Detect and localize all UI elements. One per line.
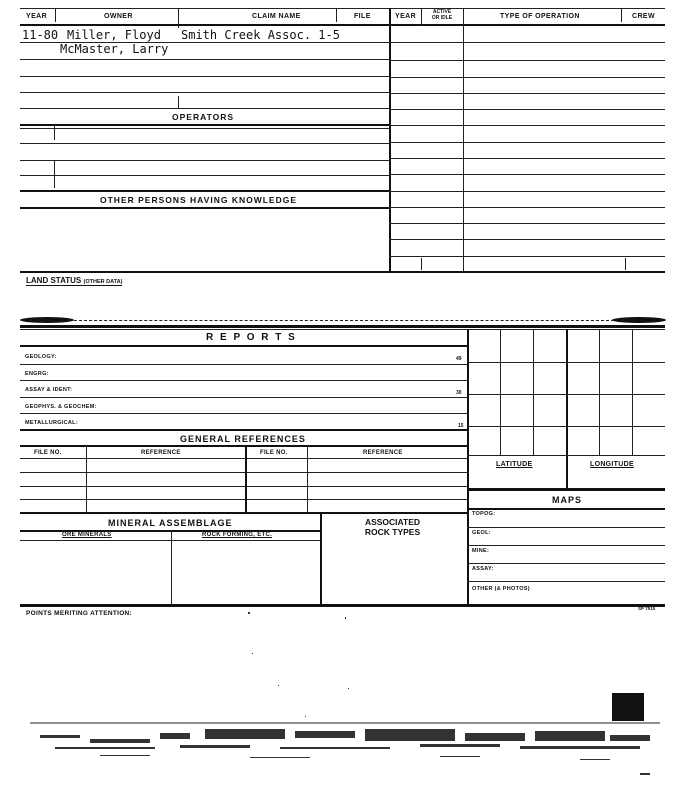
reports-top-rule [20,325,665,328]
report-geology: GEOLOGY: [25,354,57,360]
lower-block-bottom [20,604,665,607]
mineral-rule-2 [20,540,320,541]
reports-heading-rule [20,345,467,347]
right-row-tick [421,258,422,270]
right-row-line [389,256,665,257]
grid-line [467,426,665,427]
operators-heading: OPERATORS [172,112,235,122]
ref-col-reference-2: REFERENCE [363,450,403,456]
report-metallurgical: METALLURGICAL: [25,420,78,426]
entry-owner-1: Miller, Floyd [67,28,161,42]
row-line [20,160,389,161]
report-assay: ASSAY & IDENT: [25,387,73,393]
longitude-label: LONGITUDE [590,461,634,468]
row-line [20,175,389,176]
row-line [20,143,389,144]
report-line [20,413,467,414]
ref-row-line [20,499,467,500]
general-references-heading: GENERAL REFERENCES [180,434,306,444]
grid-line [467,362,665,363]
ore-minerals-label: ORE MINERALS [62,532,112,538]
ref-col-reference-1: REFERENCE [141,450,181,456]
grid-line [500,329,501,455]
mineral-divider [171,530,172,605]
ref-row-line [20,486,467,487]
divider-active [421,8,422,26]
right-row-line [389,77,665,78]
report-line [20,397,467,398]
row-tick [178,96,179,108]
gen-ref-rule [20,445,467,447]
grid-line [599,329,600,455]
right-row-line [389,142,665,143]
hdr-tick [336,8,337,22]
row-line [20,190,389,192]
speck [252,653,253,654]
col-header-year-2: YEAR [395,13,417,20]
rock-forming-label: ROCK FORMING, ETC. [202,532,273,538]
speck [348,688,349,689]
ref-col-file-no-2: FILE NO. [260,450,288,456]
row-line [20,92,389,93]
associated-label: ASSOCIATED [364,517,421,527]
right-row-line [389,109,665,110]
noise-specks [40,729,650,775]
reports-top-rule-2 [20,329,665,330]
ref-col-divider [245,445,247,513]
other-persons-heading: OTHER PERSONS HAVING KNOWLEDGE [100,195,298,205]
maps-line [467,581,665,582]
assoc-divider [320,512,322,605]
right-row-line [389,42,665,43]
speck [278,685,279,686]
ref-row-line [20,472,467,473]
report-geophys: GEOPHYS. & GEOCHEM: [25,404,97,410]
associated-rock-types-heading [330,517,455,537]
col-header-claim-name: CLAIM NAME [252,13,301,20]
right-row-line [389,93,665,94]
reports-right-divider [467,329,469,606]
row-tick [54,126,55,140]
header-rule [20,24,665,26]
col-header-type-of-operation: TYPE OF OPERATION [500,13,580,20]
row-tick [54,160,55,188]
scan-noise [20,715,670,785]
or-idle-label: OR IDLE [431,15,453,21]
divider-type [463,8,464,271]
maps-line [467,545,665,546]
land-status-heading [26,276,122,286]
right-row-line [389,207,665,208]
land-status-sub: (OTHER DATA) [83,279,123,285]
col-header-year: YEAR [26,13,48,20]
right-row-line [389,223,665,224]
report-num-2: 30 [456,390,462,396]
hdr-tick [621,8,622,22]
mineral-assemblage-heading: MINERAL ASSEMBLAGE [108,518,233,528]
right-row-line [389,174,665,175]
entry-owner-2: McMaster, Larry [60,42,169,56]
operators-rule [20,124,389,126]
right-row-line [389,239,665,240]
hdr-tick [55,8,56,22]
row-line [20,108,389,109]
row-line [20,76,389,77]
maps-other: OTHER (& PHOTOS) [472,586,530,592]
right-row-line [389,158,665,159]
right-row-tick [625,258,626,270]
active-label: ACTIVE [432,9,452,15]
right-row-line [389,191,665,192]
maps-heading: MAPS [552,495,583,505]
report-num-3: 15 [458,423,464,429]
report-num-1: 49 [456,356,462,362]
maps-topog: TOPOG: [472,511,496,517]
divider-right-table [389,8,391,271]
latitude-label: LATITUDE [496,461,533,468]
maps-line [467,527,665,528]
maps-geol: GEOL: [472,530,491,536]
ref-col-divider [86,445,87,513]
report-engrg: ENGRG: [25,371,49,377]
maps-assay: ASSAY: [472,566,494,572]
row-line [20,128,389,129]
land-status-label: LAND STATUS [26,276,82,285]
col-header-active-idle [422,9,462,21]
reports-heading: R E P O R T S [206,332,297,343]
upper-table-bottom [20,271,665,273]
grid-line [566,329,568,489]
right-row-line [389,60,665,61]
entry-year: 11-80 [22,28,59,42]
ref-col-file-no-1: FILE NO. [34,450,62,456]
row-line [20,59,389,60]
grid-line [467,394,665,395]
col-header-file: FILE [354,13,371,20]
maps-top-rule [467,488,665,491]
points-meriting-attention: POINTS MERITING ATTENTION: [26,610,133,617]
report-line [20,364,467,365]
maps-line [467,563,665,564]
grid-line [533,329,534,455]
ref-bottom-rule [20,512,467,514]
col-header-crew: CREW [632,13,655,20]
ref-col-divider [307,445,308,513]
ref-row-line [20,458,467,459]
top-border [20,8,665,9]
right-row-line [389,125,665,126]
form-id: SP 7515 [638,606,656,611]
rock-types-label: ROCK TYPES [364,527,421,537]
maps-mine: MINE: [472,548,490,554]
entry-claim-name: Smith Creek Assoc. 1-5 [181,28,340,42]
col-header-owner: OWNER [104,13,133,20]
ink-blot-right [612,317,666,323]
other-persons-rule [20,207,389,209]
maps-rule [467,508,665,510]
speck [345,617,346,619]
row-line [20,42,389,43]
grid-line [632,329,633,455]
speck [248,612,250,614]
grid-line [467,455,665,456]
separator-line [74,320,614,321]
report-line [20,429,467,431]
ink-blot-left [20,317,74,323]
report-line [20,380,467,381]
